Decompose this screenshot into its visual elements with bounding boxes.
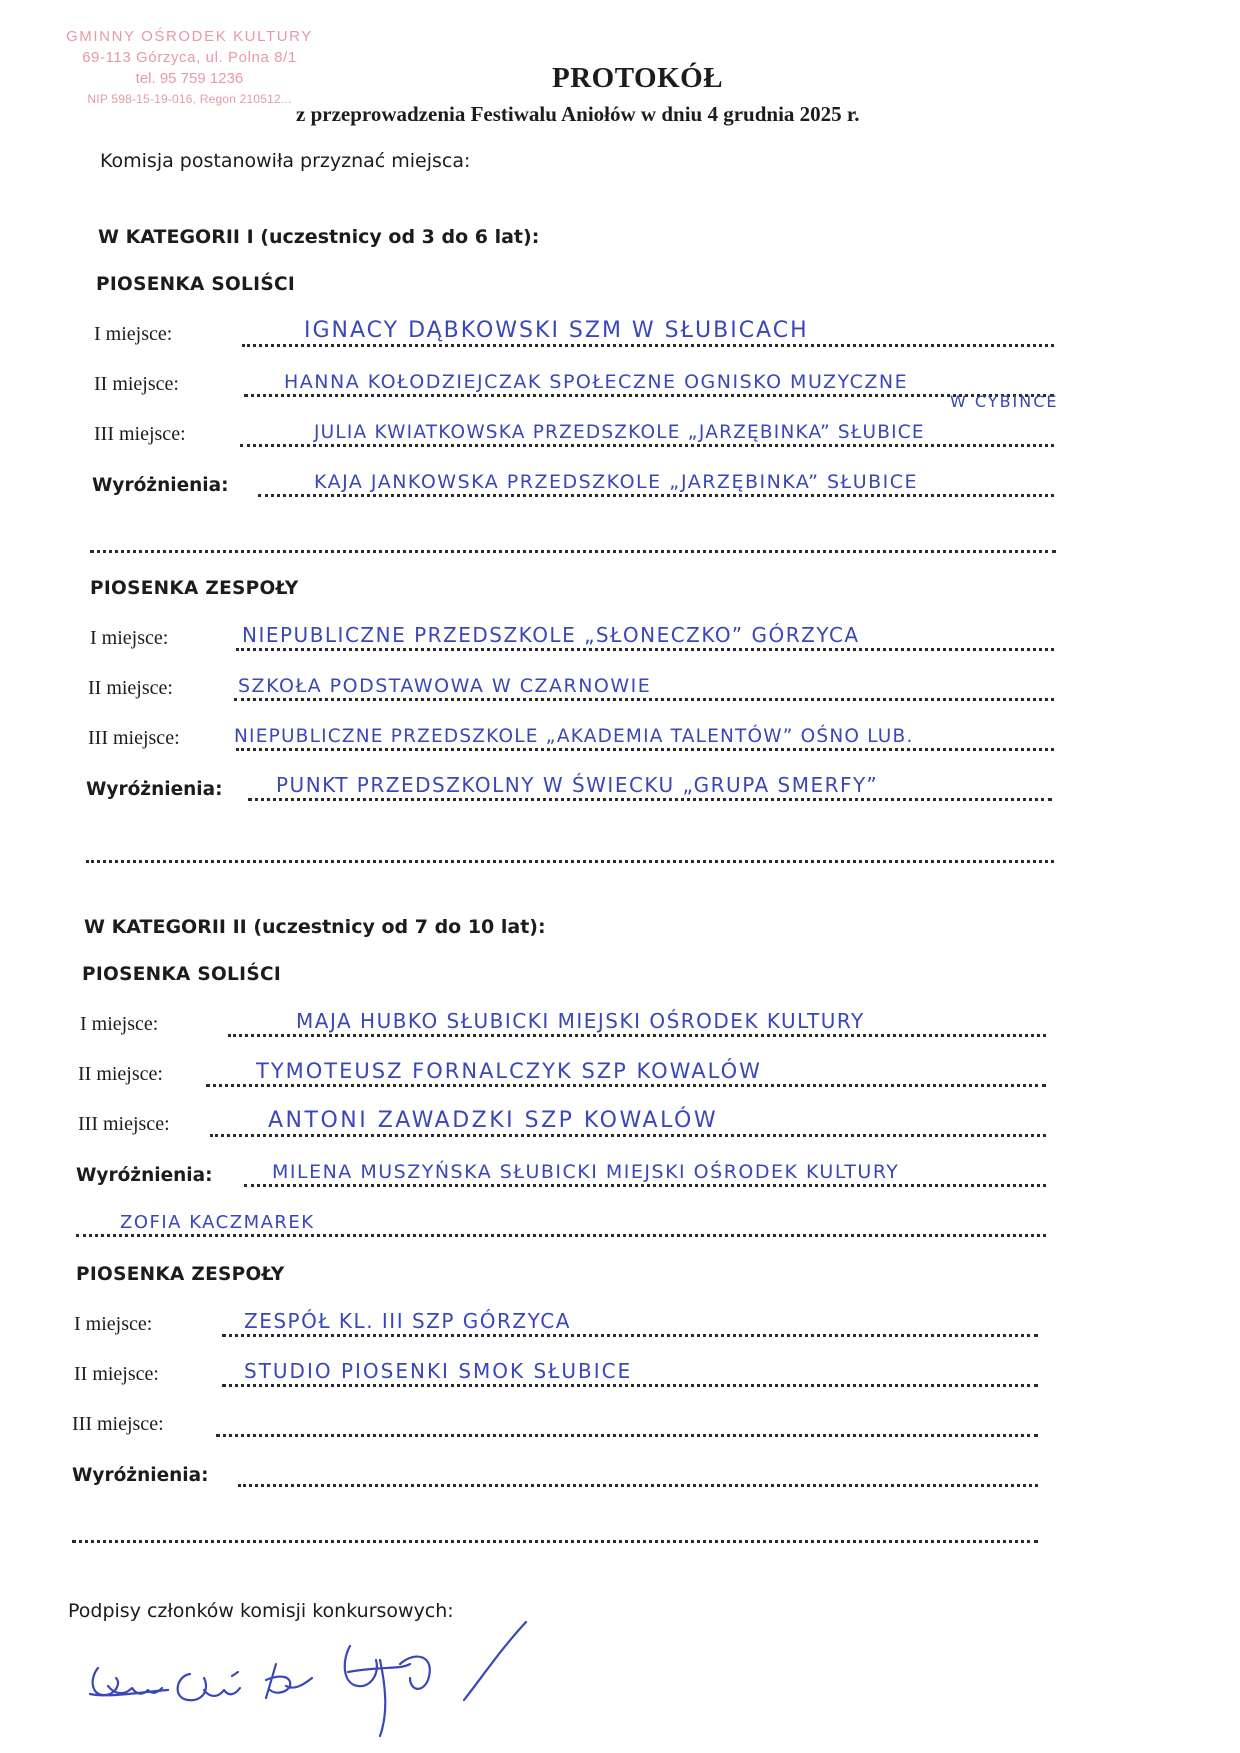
- dotted-line: [222, 1334, 1038, 1337]
- cat1-solo-honors-row: [92, 460, 1054, 500]
- category-2-heading: W KATEGORII II (uczestnicy od 7 do 10 lat):: [84, 916, 546, 938]
- place-label: I miejsce:: [80, 1013, 159, 1035]
- handwritten-entry: HANNA KOŁODZIEJCZAK SPOŁECZNE OGNISKO MUZYCZNE: [284, 371, 909, 393]
- blank-dotted-line: [86, 860, 1054, 863]
- cat1-solo-place1-row: [94, 310, 1054, 350]
- place-label: I miejsce:: [90, 627, 169, 649]
- cat2-group-honors-row: [72, 1450, 1038, 1490]
- cat1-solo-place3-row: [94, 410, 1054, 450]
- handwritten-entry: PUNKT PRZEDSZKOLNY W ŚWIECKU „GRUPA SMERFY”: [276, 773, 879, 797]
- place-label: III miejsce:: [88, 727, 180, 749]
- category-2-group-heading: PIOSENKA ZESPOŁY: [76, 1264, 285, 1285]
- cat2-group-place2-row: [74, 1350, 1038, 1390]
- blank-dotted-line: [90, 550, 1056, 553]
- cat2-solo-place1-row: [80, 1000, 1046, 1040]
- institution-stamp: [66, 26, 313, 110]
- dotted-line: [76, 1234, 1046, 1237]
- handwritten-note: W CYBINCE: [950, 392, 1059, 411]
- blank-dotted-line: [72, 1540, 1038, 1543]
- cat1-group-place3-row: [88, 714, 1054, 754]
- handwritten-entry: MILENA MUSZYŃSKA SŁUBICKI MIEJSKI OŚRODEK KULTURY: [272, 1161, 900, 1183]
- place-label: I miejsce:: [94, 323, 173, 345]
- stamp-line-3: tel. 95 759 1236: [135, 70, 244, 87]
- stamp-line-4: NIP 598-15-19-016, Regon 210512...: [87, 92, 292, 106]
- document-subtitle: z przeprowadzenia Festiwalu Aniołów w dniu 4 grudnia 2025 r.: [296, 102, 860, 126]
- handwritten-entry: NIEPUBLICZNE PRZEDSZKOLE „SŁONECZKO” GÓRZYCA: [242, 623, 860, 647]
- place-label: III miejsce:: [94, 423, 186, 445]
- handwritten-entry: JULIA KWIATKOWSKA PRZEDSZKOLE „JARZĘBINKA” SŁUBICE: [314, 422, 925, 443]
- dotted-line: [234, 698, 1054, 701]
- signatures-scribbles: [80, 1590, 600, 1740]
- handwritten-entry: IGNACY DĄBKOWSKI SZM W SŁUBICACH: [304, 318, 809, 343]
- handwritten-entry: STUDIO PIOSENKI SMOK SŁUBICE: [244, 1359, 633, 1383]
- handwritten-entry: TYMOTEUSZ FORNALCZYK SZP KOWALÓW: [256, 1059, 762, 1083]
- dotted-line: [244, 394, 1054, 397]
- dotted-line: [236, 748, 1054, 751]
- dotted-line: [248, 798, 1052, 801]
- category-2-solo-heading: PIOSENKA SOLIŚCI: [82, 964, 282, 985]
- category-1-solo-heading: PIOSENKA SOLIŚCI: [96, 274, 296, 295]
- place-label: III miejsce:: [72, 1413, 164, 1435]
- dotted-line: [210, 1134, 1046, 1137]
- category-1-group-heading: PIOSENKA ZESPOŁY: [90, 578, 299, 599]
- handwritten-entry: SZKOŁA PODSTAWOWA W CZARNOWIE: [238, 675, 652, 697]
- dotted-line: [242, 344, 1054, 347]
- place-label: II miejsce:: [94, 373, 179, 395]
- cat1-group-place1-row: [90, 614, 1054, 654]
- honors-label: Wyróżnienia:: [72, 1465, 209, 1486]
- dotted-line: [222, 1384, 1038, 1387]
- honors-label: Wyróżnienia:: [92, 475, 229, 496]
- handwritten-entry: ANTONI ZAWADZKI SZP KOWALÓW: [268, 1108, 719, 1133]
- place-label: I miejsce:: [74, 1313, 153, 1335]
- dotted-line: [240, 444, 1054, 447]
- cat2-solo-place2-row: [78, 1050, 1046, 1090]
- handwritten-entry: MAJA HUBKO SŁUBICKI MIEJSKI OŚRODEK KULTURY: [296, 1009, 865, 1033]
- place-label: II miejsce:: [88, 677, 173, 699]
- dotted-line: [206, 1084, 1046, 1087]
- cat1-group-place2-row: [88, 664, 1054, 704]
- dotted-line: [236, 648, 1054, 651]
- cat1-group-honors-row: [86, 764, 1054, 804]
- cat2-solo-honors-row-2: [76, 1200, 1046, 1240]
- cat2-group-place1-row: [74, 1300, 1038, 1340]
- honors-label: Wyróżnienia:: [76, 1165, 213, 1186]
- dotted-line: [228, 1034, 1046, 1037]
- category-1-heading: W KATEGORII I (uczestnicy od 3 do 6 lat):: [98, 226, 540, 248]
- document-title: PROTOKÓŁ: [552, 62, 724, 94]
- stamp-line-2: 69-113 Górzyca, ul. Polna 8/1: [82, 49, 297, 66]
- intro-text: Komisja postanowiła przyznać miejsca:: [100, 150, 471, 172]
- cat2-solo-place3-row: [78, 1100, 1046, 1140]
- dotted-line: [238, 1484, 1038, 1487]
- handwritten-entry: NIEPUBLICZNE PRZEDSZKOLE „AKADEMIA TALENTÓW” OŚNO LUB.: [234, 726, 914, 747]
- dotted-line: [258, 494, 1054, 497]
- cat1-solo-place2-row: [94, 360, 1054, 400]
- stamp-line-1: GMINNY OŚRODEK KULTURY: [66, 28, 313, 45]
- place-label: II miejsce:: [74, 1363, 159, 1385]
- place-label: III miejsce:: [78, 1113, 170, 1135]
- place-label: II miejsce:: [78, 1063, 163, 1085]
- dotted-line: [244, 1184, 1046, 1187]
- signatures-label: Podpisy członków komisji konkursowych:: [68, 1600, 454, 1622]
- handwritten-entry: ZOFIA KACZMAREK: [120, 1212, 315, 1233]
- cat2-solo-honors-row: [76, 1150, 1046, 1190]
- handwritten-entry: KAJA JANKOWSKA PRZEDSZKOLE „JARZĘBINKA” SŁUBICE: [314, 471, 919, 493]
- dotted-line: [216, 1434, 1038, 1437]
- cat2-group-place3-row: [72, 1400, 1038, 1440]
- honors-label: Wyróżnienia:: [86, 779, 223, 800]
- handwritten-entry: ZESPÓŁ KL. III SZP GÓRZYCA: [244, 1309, 571, 1333]
